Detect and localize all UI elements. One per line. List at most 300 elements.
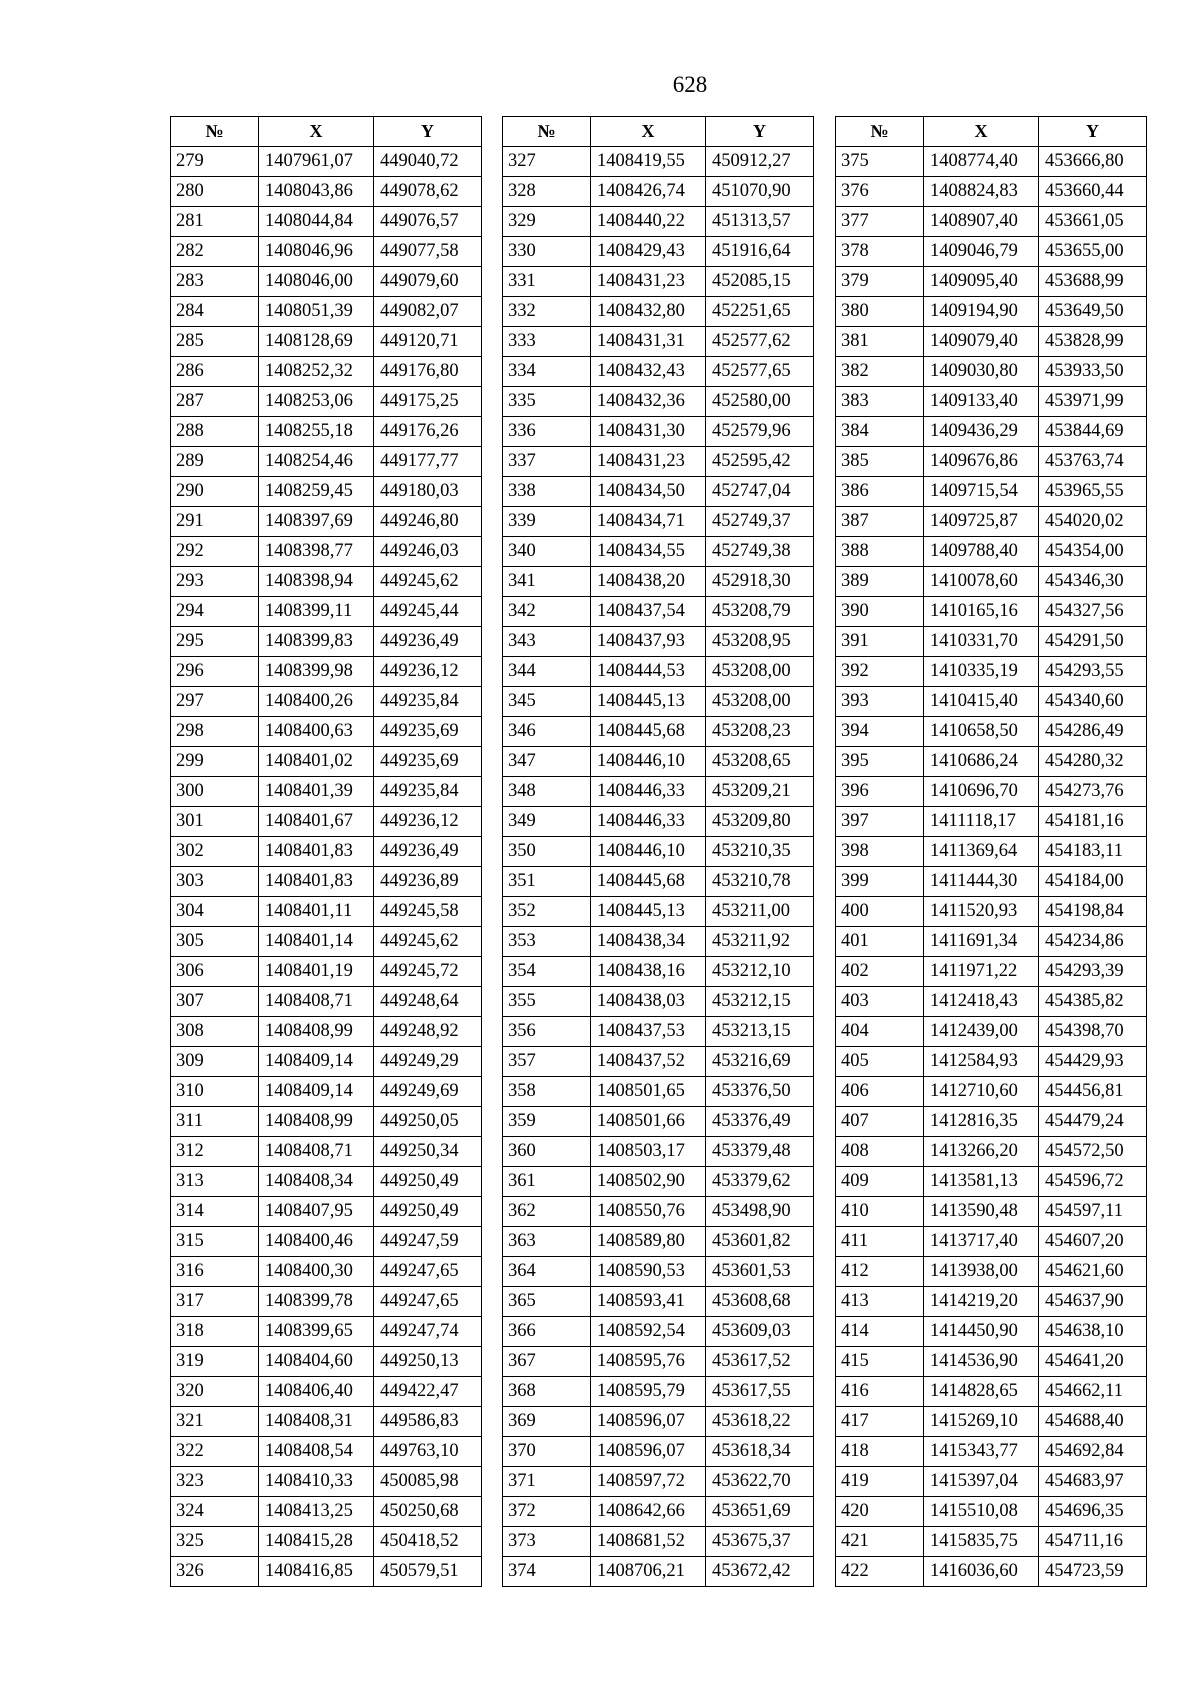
y-coordinate-cell: 453618,34: [706, 1437, 814, 1467]
x-coordinate-cell: 1408044,84: [259, 207, 374, 237]
x-coordinate-cell: 1408681,52: [591, 1527, 706, 1557]
table-row: [503, 1347, 814, 1377]
point-number-cell: 418: [836, 1437, 924, 1467]
point-number-cell: 321: [171, 1407, 259, 1437]
point-number-cell: 361: [503, 1167, 591, 1197]
point-number-cell: 288: [171, 417, 259, 447]
table-row: [503, 537, 814, 567]
coordinates-table-1: [170, 116, 482, 1587]
point-number-cell: 385: [836, 447, 924, 477]
table-row: [171, 867, 482, 897]
y-coordinate-cell: 453212,15: [706, 987, 814, 1017]
point-number-cell: 347: [503, 747, 591, 777]
y-coordinate-cell: 449586,83: [374, 1407, 482, 1437]
y-coordinate-cell: 454293,55: [1039, 657, 1147, 687]
y-coordinate-cell: 453208,23: [706, 717, 814, 747]
x-coordinate-cell: 1411971,22: [924, 957, 1039, 987]
x-coordinate-cell: 1408432,80: [591, 297, 706, 327]
x-coordinate-cell: 1409046,79: [924, 237, 1039, 267]
y-coordinate-cell: 454398,70: [1039, 1017, 1147, 1047]
point-number-cell: 335: [503, 387, 591, 417]
table-row: [171, 597, 482, 627]
point-number-cell: 352: [503, 897, 591, 927]
point-number-cell: 302: [171, 837, 259, 867]
y-coordinate-cell: 449250,05: [374, 1107, 482, 1137]
point-number-cell: 296: [171, 657, 259, 687]
point-number-cell: 339: [503, 507, 591, 537]
x-coordinate-cell: 1408434,50: [591, 477, 706, 507]
x-coordinate-cell: 1408596,07: [591, 1407, 706, 1437]
x-coordinate-cell: 1408408,34: [259, 1167, 374, 1197]
point-number-cell: 325: [171, 1527, 259, 1557]
y-coordinate-cell: 454641,20: [1039, 1347, 1147, 1377]
table-row: [171, 267, 482, 297]
point-number-cell: 368: [503, 1377, 591, 1407]
table-row: [503, 927, 814, 957]
x-coordinate-cell: 1408431,31: [591, 327, 706, 357]
point-number-cell: 409: [836, 1167, 924, 1197]
point-number-cell: 365: [503, 1287, 591, 1317]
y-coordinate-cell: 453216,69: [706, 1047, 814, 1077]
y-coordinate-cell: 449120,71: [374, 327, 482, 357]
table-row: [836, 837, 1147, 867]
x-coordinate-cell: 1411444,30: [924, 867, 1039, 897]
y-coordinate-cell: 452579,96: [706, 417, 814, 447]
table-row: [836, 1227, 1147, 1257]
table-row: [836, 1137, 1147, 1167]
table-row: [836, 1347, 1147, 1377]
table-row: [836, 927, 1147, 957]
column-header: №: [503, 117, 591, 147]
table-row: [836, 237, 1147, 267]
y-coordinate-cell: 454621,60: [1039, 1257, 1147, 1287]
table-row: [836, 1167, 1147, 1197]
table-row: [503, 717, 814, 747]
y-coordinate-cell: 453208,79: [706, 597, 814, 627]
table-row: [503, 297, 814, 327]
y-coordinate-cell: 454638,10: [1039, 1317, 1147, 1347]
x-coordinate-cell: 1408440,22: [591, 207, 706, 237]
point-number-cell: 283: [171, 267, 259, 297]
point-number-cell: 305: [171, 927, 259, 957]
table-row: [171, 1047, 482, 1077]
y-coordinate-cell: 453208,00: [706, 657, 814, 687]
column-header: №: [836, 117, 924, 147]
x-coordinate-cell: 1408254,46: [259, 447, 374, 477]
table-row: [836, 1557, 1147, 1587]
x-coordinate-cell: 1409788,40: [924, 537, 1039, 567]
table-row: [171, 1407, 482, 1437]
y-coordinate-cell: 453675,37: [706, 1527, 814, 1557]
table-row: [503, 1287, 814, 1317]
x-coordinate-cell: 1409725,87: [924, 507, 1039, 537]
point-number-cell: 326: [171, 1557, 259, 1587]
x-coordinate-cell: 1408404,60: [259, 1347, 374, 1377]
x-coordinate-cell: 1413266,20: [924, 1137, 1039, 1167]
table-row: [171, 1257, 482, 1287]
point-number-cell: 357: [503, 1047, 591, 1077]
point-number-cell: 415: [836, 1347, 924, 1377]
table-row: [836, 507, 1147, 537]
point-number-cell: 292: [171, 537, 259, 567]
table-row: [836, 597, 1147, 627]
table-row: [836, 297, 1147, 327]
x-coordinate-cell: 1412710,60: [924, 1077, 1039, 1107]
x-coordinate-cell: 1408502,90: [591, 1167, 706, 1197]
x-coordinate-cell: 1408501,66: [591, 1107, 706, 1137]
x-coordinate-cell: 1408590,53: [591, 1257, 706, 1287]
point-number-cell: 360: [503, 1137, 591, 1167]
table-row: [171, 447, 482, 477]
point-number-cell: 319: [171, 1347, 259, 1377]
x-coordinate-cell: 1408415,28: [259, 1527, 374, 1557]
point-number-cell: 397: [836, 807, 924, 837]
y-coordinate-cell: 452595,42: [706, 447, 814, 477]
x-coordinate-cell: 1408407,95: [259, 1197, 374, 1227]
x-coordinate-cell: 1408401,83: [259, 837, 374, 867]
x-coordinate-cell: 1409030,80: [924, 357, 1039, 387]
y-coordinate-cell: 452577,65: [706, 357, 814, 387]
table-row: [171, 1107, 482, 1137]
y-coordinate-cell: 452580,00: [706, 387, 814, 417]
point-number-cell: 422: [836, 1557, 924, 1587]
x-coordinate-cell: 1408408,31: [259, 1407, 374, 1437]
x-coordinate-cell: 1408046,00: [259, 267, 374, 297]
table-row: [503, 957, 814, 987]
y-coordinate-cell: 452747,04: [706, 477, 814, 507]
point-number-cell: 341: [503, 567, 591, 597]
table-row: [503, 1077, 814, 1107]
x-coordinate-cell: 1408446,33: [591, 777, 706, 807]
y-coordinate-cell: 449235,84: [374, 777, 482, 807]
x-coordinate-cell: 1415835,75: [924, 1527, 1039, 1557]
point-number-cell: 300: [171, 777, 259, 807]
x-coordinate-cell: 1410686,24: [924, 747, 1039, 777]
x-coordinate-cell: 1407961,07: [259, 147, 374, 177]
x-coordinate-cell: 1408400,26: [259, 687, 374, 717]
point-number-cell: 314: [171, 1197, 259, 1227]
y-coordinate-cell: 452251,65: [706, 297, 814, 327]
y-coordinate-cell: 449177,77: [374, 447, 482, 477]
table-row: [503, 627, 814, 657]
table-row: [503, 597, 814, 627]
y-coordinate-cell: 454572,50: [1039, 1137, 1147, 1167]
x-coordinate-cell: 1408399,98: [259, 657, 374, 687]
point-number-cell: 396: [836, 777, 924, 807]
table-row: [503, 1017, 814, 1047]
table-row: [171, 1197, 482, 1227]
y-coordinate-cell: 454234,86: [1039, 927, 1147, 957]
point-number-cell: 299: [171, 747, 259, 777]
y-coordinate-cell: 454692,84: [1039, 1437, 1147, 1467]
point-number-cell: 344: [503, 657, 591, 687]
point-number-cell: 333: [503, 327, 591, 357]
table-row: [171, 1017, 482, 1047]
x-coordinate-cell: 1408401,14: [259, 927, 374, 957]
table-row: [836, 807, 1147, 837]
point-number-cell: 366: [503, 1317, 591, 1347]
table-row: [503, 1197, 814, 1227]
x-coordinate-cell: 1408401,11: [259, 897, 374, 927]
table-row: [171, 1167, 482, 1197]
table-row: [171, 927, 482, 957]
table-row: [836, 1527, 1147, 1557]
y-coordinate-cell: 453210,78: [706, 867, 814, 897]
x-coordinate-cell: 1408596,07: [591, 1437, 706, 1467]
y-coordinate-cell: 454711,16: [1039, 1527, 1147, 1557]
point-number-cell: 392: [836, 657, 924, 687]
table-row: [503, 147, 814, 177]
y-coordinate-cell: 449040,72: [374, 147, 482, 177]
column-header: X: [591, 117, 706, 147]
y-coordinate-cell: 449246,03: [374, 537, 482, 567]
point-number-cell: 369: [503, 1407, 591, 1437]
point-number-cell: 338: [503, 477, 591, 507]
table-row: [171, 777, 482, 807]
table-row: [836, 567, 1147, 597]
y-coordinate-cell: 449076,57: [374, 207, 482, 237]
table-row: [503, 687, 814, 717]
x-coordinate-cell: 1408413,25: [259, 1497, 374, 1527]
point-number-cell: 327: [503, 147, 591, 177]
point-number-cell: 309: [171, 1047, 259, 1077]
table-header-row: [503, 117, 814, 147]
point-number-cell: 310: [171, 1077, 259, 1107]
table-row: [836, 657, 1147, 687]
y-coordinate-cell: 449236,49: [374, 627, 482, 657]
y-coordinate-cell: 449235,69: [374, 717, 482, 747]
point-number-cell: 419: [836, 1467, 924, 1497]
y-coordinate-cell: 454662,11: [1039, 1377, 1147, 1407]
table-row: [503, 987, 814, 1017]
y-coordinate-cell: 453498,90: [706, 1197, 814, 1227]
point-number-cell: 398: [836, 837, 924, 867]
table-row: [171, 477, 482, 507]
point-number-cell: 412: [836, 1257, 924, 1287]
x-coordinate-cell: 1410415,40: [924, 687, 1039, 717]
point-number-cell: 393: [836, 687, 924, 717]
y-coordinate-cell: 449245,72: [374, 957, 482, 987]
table-row: [503, 807, 814, 837]
point-number-cell: 306: [171, 957, 259, 987]
point-number-cell: 322: [171, 1437, 259, 1467]
point-number-cell: 414: [836, 1317, 924, 1347]
point-number-cell: 390: [836, 597, 924, 627]
x-coordinate-cell: 1408253,06: [259, 387, 374, 417]
y-coordinate-cell: 453844,69: [1039, 417, 1147, 447]
table-row: [503, 477, 814, 507]
point-number-cell: 353: [503, 927, 591, 957]
point-number-cell: 316: [171, 1257, 259, 1287]
y-coordinate-cell: 454683,97: [1039, 1467, 1147, 1497]
x-coordinate-cell: 1408429,43: [591, 237, 706, 267]
y-coordinate-cell: 453672,42: [706, 1557, 814, 1587]
point-number-cell: 313: [171, 1167, 259, 1197]
y-coordinate-cell: 454346,30: [1039, 567, 1147, 597]
x-coordinate-cell: 1408401,39: [259, 777, 374, 807]
point-number-cell: 359: [503, 1107, 591, 1137]
x-coordinate-cell: 1408406,40: [259, 1377, 374, 1407]
x-coordinate-cell: 1410165,16: [924, 597, 1039, 627]
y-coordinate-cell: 449763,10: [374, 1437, 482, 1467]
x-coordinate-cell: 1408400,63: [259, 717, 374, 747]
x-coordinate-cell: 1408401,02: [259, 747, 374, 777]
table-row: [503, 567, 814, 597]
y-coordinate-cell: 454280,32: [1039, 747, 1147, 777]
x-coordinate-cell: 1408503,17: [591, 1137, 706, 1167]
table-row: [836, 1017, 1147, 1047]
y-coordinate-cell: 453971,99: [1039, 387, 1147, 417]
point-number-cell: 421: [836, 1527, 924, 1557]
y-coordinate-cell: 454020,02: [1039, 507, 1147, 537]
x-coordinate-cell: 1408437,53: [591, 1017, 706, 1047]
y-coordinate-cell: 454479,24: [1039, 1107, 1147, 1137]
table-row: [836, 957, 1147, 987]
x-coordinate-cell: 1408399,11: [259, 597, 374, 627]
x-coordinate-cell: 1408597,72: [591, 1467, 706, 1497]
y-coordinate-cell: 454696,35: [1039, 1497, 1147, 1527]
y-coordinate-cell: 450085,98: [374, 1467, 482, 1497]
y-coordinate-cell: 450418,52: [374, 1527, 482, 1557]
table-row: [503, 837, 814, 867]
x-coordinate-cell: 1410658,50: [924, 717, 1039, 747]
x-coordinate-cell: 1412439,00: [924, 1017, 1039, 1047]
table-row: [836, 447, 1147, 477]
y-coordinate-cell: 453208,65: [706, 747, 814, 777]
y-coordinate-cell: 453601,82: [706, 1227, 814, 1257]
x-coordinate-cell: 1408409,14: [259, 1047, 374, 1077]
column-header: №: [171, 117, 259, 147]
x-coordinate-cell: 1410335,19: [924, 657, 1039, 687]
table-row: [503, 777, 814, 807]
table-row: [171, 627, 482, 657]
y-coordinate-cell: 454607,20: [1039, 1227, 1147, 1257]
table-row: [503, 447, 814, 477]
table-row: [503, 1227, 814, 1257]
y-coordinate-cell: 453211,00: [706, 897, 814, 927]
table-row: [503, 1557, 814, 1587]
y-coordinate-cell: 449245,62: [374, 927, 482, 957]
y-coordinate-cell: 453661,05: [1039, 207, 1147, 237]
table-row: [171, 1347, 482, 1377]
table-row: [503, 237, 814, 267]
table-row: [171, 1527, 482, 1557]
point-number-cell: 348: [503, 777, 591, 807]
point-number-cell: 284: [171, 297, 259, 327]
table-row: [836, 1047, 1147, 1077]
x-coordinate-cell: 1410078,60: [924, 567, 1039, 597]
y-coordinate-cell: 449250,49: [374, 1197, 482, 1227]
y-coordinate-cell: 453666,80: [1039, 147, 1147, 177]
x-coordinate-cell: 1408445,13: [591, 687, 706, 717]
table-row: [171, 687, 482, 717]
y-coordinate-cell: 454688,40: [1039, 1407, 1147, 1437]
table-row: [836, 387, 1147, 417]
page-number: 628: [672, 72, 708, 97]
y-coordinate-cell: 449176,26: [374, 417, 482, 447]
column-header: Y: [1039, 117, 1147, 147]
y-coordinate-cell: 453617,55: [706, 1377, 814, 1407]
table-row: [503, 1257, 814, 1287]
x-coordinate-cell: 1408774,40: [924, 147, 1039, 177]
point-number-cell: 383: [836, 387, 924, 417]
table-row: [171, 1467, 482, 1497]
x-coordinate-cell: 1408401,19: [259, 957, 374, 987]
y-coordinate-cell: 453608,68: [706, 1287, 814, 1317]
x-coordinate-cell: 1414450,90: [924, 1317, 1039, 1347]
x-coordinate-cell: 1408437,52: [591, 1047, 706, 1077]
point-number-cell: 286: [171, 357, 259, 387]
y-coordinate-cell: 454723,59: [1039, 1557, 1147, 1587]
table-row: [836, 207, 1147, 237]
x-coordinate-cell: 1408592,54: [591, 1317, 706, 1347]
point-number-cell: 351: [503, 867, 591, 897]
y-coordinate-cell: 449249,29: [374, 1047, 482, 1077]
y-coordinate-cell: 452749,38: [706, 537, 814, 567]
y-coordinate-cell: 453213,15: [706, 1017, 814, 1047]
x-coordinate-cell: 1409194,90: [924, 297, 1039, 327]
y-coordinate-cell: 454198,84: [1039, 897, 1147, 927]
x-coordinate-cell: 1412584,93: [924, 1047, 1039, 1077]
x-coordinate-cell: 1408408,71: [259, 987, 374, 1017]
point-number-cell: 337: [503, 447, 591, 477]
point-number-cell: 301: [171, 807, 259, 837]
point-number-cell: 367: [503, 1347, 591, 1377]
y-coordinate-cell: 449175,25: [374, 387, 482, 417]
x-coordinate-cell: 1408259,45: [259, 477, 374, 507]
table-row: [171, 1287, 482, 1317]
point-number-cell: 406: [836, 1077, 924, 1107]
x-coordinate-cell: 1413590,48: [924, 1197, 1039, 1227]
x-coordinate-cell: 1408426,74: [591, 177, 706, 207]
y-coordinate-cell: 454327,56: [1039, 597, 1147, 627]
y-coordinate-cell: 449176,80: [374, 357, 482, 387]
y-coordinate-cell: 453208,00: [706, 687, 814, 717]
x-coordinate-cell: 1413581,13: [924, 1167, 1039, 1197]
column-header: Y: [706, 117, 814, 147]
table-row: [836, 747, 1147, 777]
x-coordinate-cell: 1408595,79: [591, 1377, 706, 1407]
x-coordinate-cell: 1415397,04: [924, 1467, 1039, 1497]
y-coordinate-cell: 454456,81: [1039, 1077, 1147, 1107]
point-number-cell: 282: [171, 237, 259, 267]
x-coordinate-cell: 1414536,90: [924, 1347, 1039, 1377]
y-coordinate-cell: 454385,82: [1039, 987, 1147, 1017]
y-coordinate-cell: 453210,35: [706, 837, 814, 867]
y-coordinate-cell: 450912,27: [706, 147, 814, 177]
table-row: [836, 867, 1147, 897]
y-coordinate-cell: 453376,49: [706, 1107, 814, 1137]
table-row: [171, 837, 482, 867]
y-coordinate-cell: 449246,80: [374, 507, 482, 537]
point-number-cell: 378: [836, 237, 924, 267]
x-coordinate-cell: 1408438,34: [591, 927, 706, 957]
x-coordinate-cell: 1408401,67: [259, 807, 374, 837]
y-coordinate-cell: 454596,72: [1039, 1167, 1147, 1197]
table-row: [171, 357, 482, 387]
x-coordinate-cell: 1408410,33: [259, 1467, 374, 1497]
x-coordinate-cell: 1408398,77: [259, 537, 374, 567]
y-coordinate-cell: 449248,92: [374, 1017, 482, 1047]
y-coordinate-cell: 449250,34: [374, 1137, 482, 1167]
y-coordinate-cell: 449249,69: [374, 1077, 482, 1107]
point-number-cell: 320: [171, 1377, 259, 1407]
point-number-cell: 329: [503, 207, 591, 237]
point-number-cell: 373: [503, 1527, 591, 1557]
table-row: [836, 1257, 1147, 1287]
y-coordinate-cell: 454340,60: [1039, 687, 1147, 717]
x-coordinate-cell: 1408589,80: [591, 1227, 706, 1257]
